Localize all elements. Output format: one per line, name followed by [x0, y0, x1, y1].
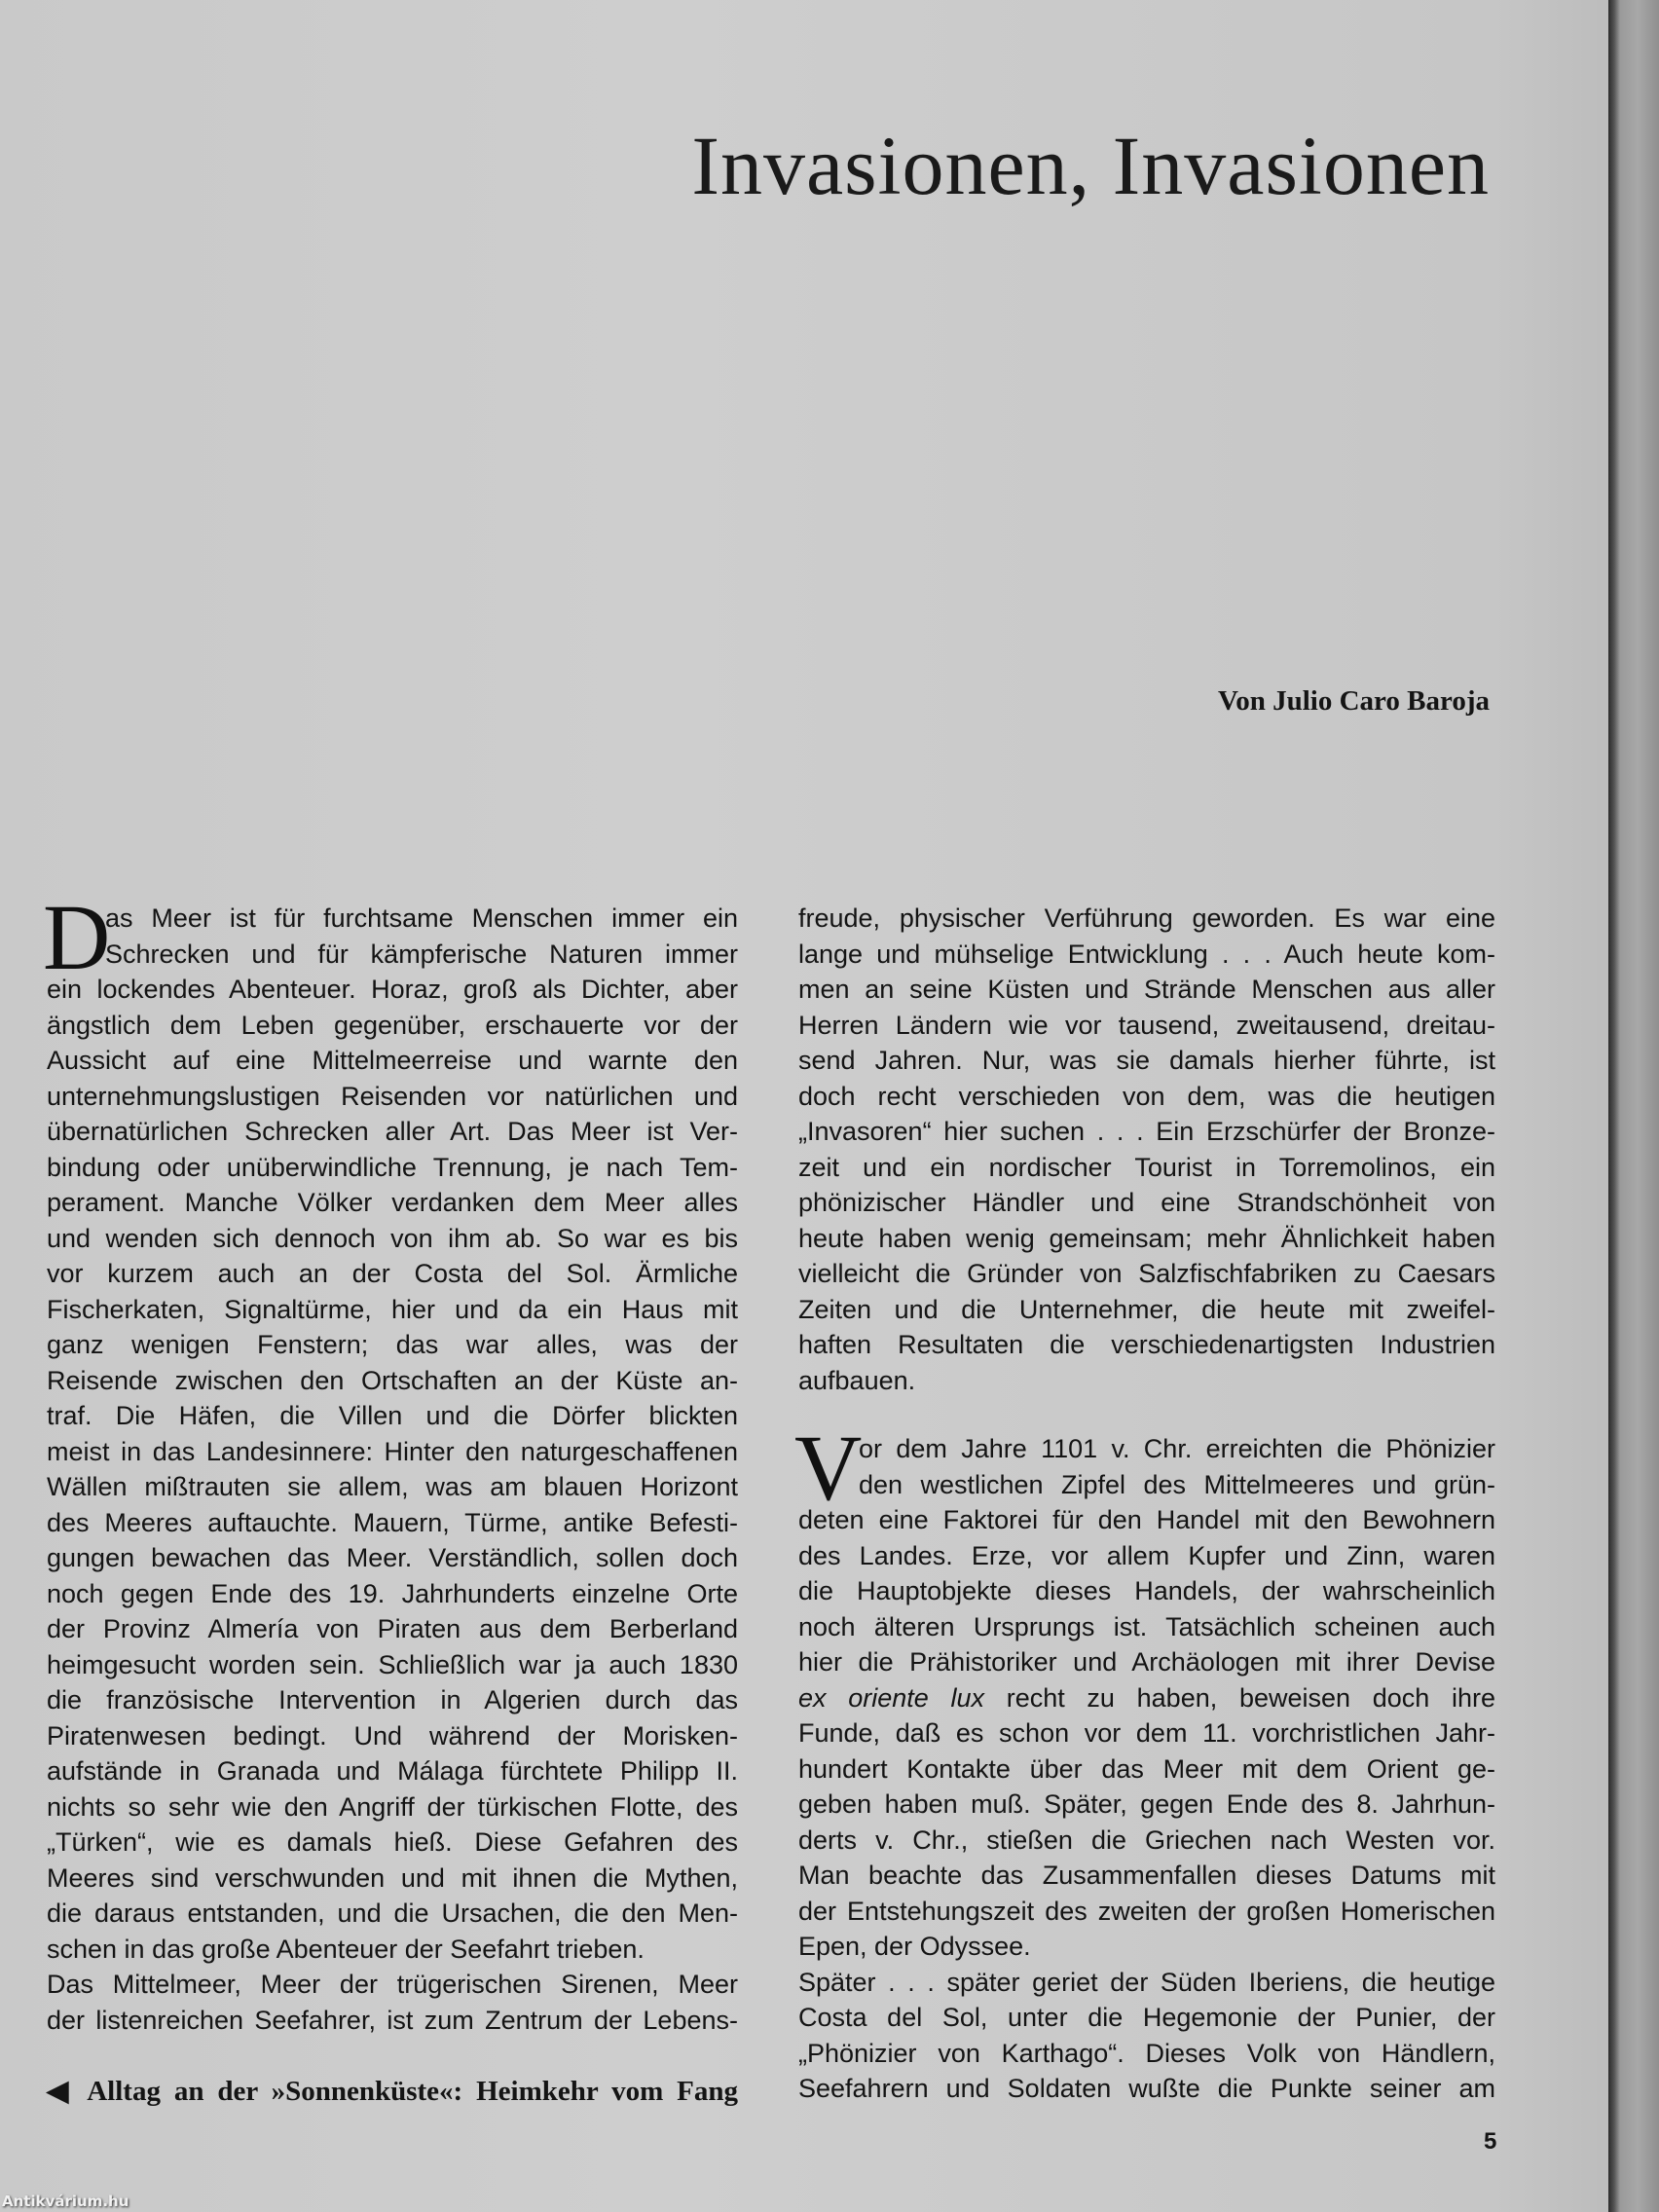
text-line: Meeres sind verschwunden und mit ihnen die Mythen,	[47, 1862, 738, 1893]
text-line: die daraus entstanden, und die Ursachen, die den Men-	[47, 1899, 738, 1928]
text-line: Das Mittelmeer, Meer der trügerischen Sirenen, Meer	[47, 1970, 738, 1999]
text-line: derts v. Chr., stießen die Griechen nach Westen vor.	[798, 1825, 1495, 1855]
text-line: aufstände in Granada und Málaga fürchtete Philipp II.	[47, 1756, 738, 1786]
text-line: hundert Kontakte über das Meer mit dem Orient ge-	[798, 1753, 1495, 1784]
text-line: „Phönizier von Karthago“. Dieses Volk von Händlern,	[798, 2038, 1495, 2068]
text-line: übernatürlichen Schrecken aller Art. Das Meer ist Ver-	[47, 1117, 738, 1146]
text-line: ängstlich dem Leben gegenüber, erschauerte vor der	[47, 1010, 738, 1040]
text-line: des Meeres auftauchte. Mauern, Türme, antike Befesti-	[47, 1507, 738, 1537]
text-line: phönizischer Händler und eine Strandschönheit von	[798, 1188, 1495, 1217]
text-line: noch gegen Ende des 19. Jahrhunderts einzelne Orte	[47, 1578, 738, 1608]
text-line: nichts so sehr wie den Angriff der türkischen Flotte, des	[47, 1791, 738, 1822]
text-line	[798, 1680, 1495, 1715]
text-line: hier die Prähistoriker und Archäologen mit ihrer Devise	[798, 1647, 1495, 1677]
text-line: den westlichen Zipfel des Mittelmeeres und grün-	[859, 1469, 1495, 1499]
text-line: lange und mühselige Entwicklung . . . Auch heute kom-	[798, 939, 1495, 969]
text-line: noch älteren Ursprungs ist. Tatsächlich scheinen auch	[798, 1611, 1495, 1641]
text-line: Fischerkaten, Signaltürme, hier und da ein Haus mit	[47, 1294, 738, 1324]
text-line: deten eine Faktorei für den Handel mit den Bewohnern	[798, 1505, 1495, 1534]
author-byline: Von Julio Caro Baroja	[1217, 685, 1490, 717]
page-number: 5	[1484, 2128, 1497, 2155]
text-line: send Jahren. Nur, was sie damals hierher führte, ist	[798, 1046, 1495, 1075]
text-line: Reisende zwischen den Ortschaften an der Küste an-	[47, 1365, 738, 1395]
text-line: Wällen mißtrauten sie allem, was am blauen Horizont	[47, 1472, 738, 1501]
text-line: perament. Manche Völker verdanken dem Meer alles	[47, 1188, 738, 1217]
text-line: der listenreichen Seefahrer, ist zum Zentrum der Lebens-	[47, 2005, 738, 2035]
text-line: freude, physischer Verführung geworden. Es war eine	[798, 903, 1495, 933]
text-line: der Entstehungszeit des zweiten der großen Homerischen	[798, 1896, 1495, 1926]
text-line-rest: recht zu haben, beweisen doch ihre	[984, 1682, 1495, 1713]
drop-cap: V	[794, 1416, 863, 1520]
text-line: aufbauen.	[798, 1365, 916, 1395]
text-line: Man beachte das Zusammenfallen dieses Datums mit	[798, 1861, 1495, 1890]
text-line: as Meer ist für furchtsame Menschen immer ein	[105, 903, 738, 933]
photo-caption: ◀ Alltag an der »Sonnenküste«: Heimkehr vom Fang	[47, 2076, 738, 2107]
text-line: heute haben wenig gemeinsam; mehr Ähnlichkeit haben	[798, 1223, 1495, 1253]
text-line: vor kurzem auch an der Costa del Sol. Ärmliche	[47, 1259, 738, 1288]
text-line: Costa del Sol, unter die Hegemonie der Punier, der	[798, 2003, 1495, 2032]
text-line: die französische Intervention in Algerien durch das	[47, 1685, 738, 1714]
text-line: or dem Jahre 1101 v. Chr. erreichten die Phönizier	[859, 1434, 1495, 1463]
text-line: unternehmungslustigen Reisenden vor natürlichen und	[47, 1081, 738, 1111]
text-line: des Landes. Erze, vor allem Kupfer und Zinn, waren	[798, 1540, 1495, 1570]
watermark: Antikvárium.hu	[2, 2193, 129, 2210]
text-line: ganz wenigen Fenstern; das war alles, was der	[47, 1330, 738, 1359]
text-line: der Provinz Almería von Piraten aus dem Berberland	[47, 1614, 738, 1643]
text-line: heimgesucht worden sein. Schließlich war ja auch 1830	[47, 1649, 738, 1679]
text-line: Piratenwesen bedingt. Und während der Morisken-	[47, 1720, 738, 1751]
text-line: haften Resultaten die verschiedenartigsten Industrien	[798, 1330, 1495, 1359]
text-line: Funde, daß es schon vor dem 11. vorchristlichen Jahr-	[798, 1718, 1495, 1748]
article-title: Invasionen, Invasionen	[691, 119, 1490, 212]
text-line: traf. Die Häfen, die Villen und die Dörfer blickten	[47, 1401, 738, 1430]
text-line: Aussicht auf eine Mittelmeerreise und warnte den	[47, 1046, 738, 1075]
text-line: zeit und ein nordischer Tourist in Torremolinos, ein	[798, 1152, 1495, 1182]
text-line: doch recht verschieden von dem, was die heutigen	[798, 1081, 1495, 1111]
text-line: Schrecken und für kämpferische Naturen immer	[105, 939, 738, 969]
drop-cap: D	[43, 885, 111, 989]
text-line: gungen bewachen das Meer. Verständlich, sollen doch	[47, 1543, 738, 1572]
text-line: schen in das große Abenteuer der Seefahrt trieben.	[47, 1934, 645, 1964]
text-line: Epen, der Odyssee.	[798, 1932, 1031, 1961]
text-line: Zeiten und die Unternehmer, die heute mit zweifel-	[798, 1294, 1495, 1324]
text-line: bindung oder unüberwindliche Trennung, je nach Tem-	[47, 1152, 738, 1182]
text-line: „Türken“, wie es damals hieß. Diese Gefahren des	[47, 1827, 738, 1857]
text-line: Später . . . später geriet der Süden Iberiens, die heutige	[798, 1967, 1495, 1997]
book-spine-edge	[1608, 0, 1659, 2212]
text-line: Seefahrern und Soldaten wußte die Punkte seiner am	[798, 2074, 1495, 2103]
text-line: vielleicht die Gründer von Salzfischfabriken zu Caesars	[798, 1259, 1495, 1288]
italic-phrase: ex oriente lux	[798, 1682, 984, 1713]
text-line: und wenden sich dennoch von ihm ab. So war es bis	[47, 1223, 738, 1253]
text-line: Herren Ländern wie vor tausend, zweitausend, dreitau-	[798, 1010, 1495, 1040]
text-line: ein lockendes Abenteuer. Horaz, groß als Dichter, aber	[47, 975, 738, 1004]
text-line: meist in das Landesinnere: Hinter den naturgeschaffenen	[47, 1436, 738, 1466]
text-line: men an seine Küsten und Strände Menschen aus aller	[798, 975, 1495, 1004]
text-line: „Invasoren“ hier suchen . . . Ein Erzschürfer der Bronze-	[798, 1117, 1495, 1146]
text-line: die Hauptobjekte dieses Handels, der wahrscheinlich	[798, 1576, 1495, 1605]
text-line: geben haben muß. Später, gegen Ende des 8. Jahrhun-	[798, 1789, 1495, 1819]
